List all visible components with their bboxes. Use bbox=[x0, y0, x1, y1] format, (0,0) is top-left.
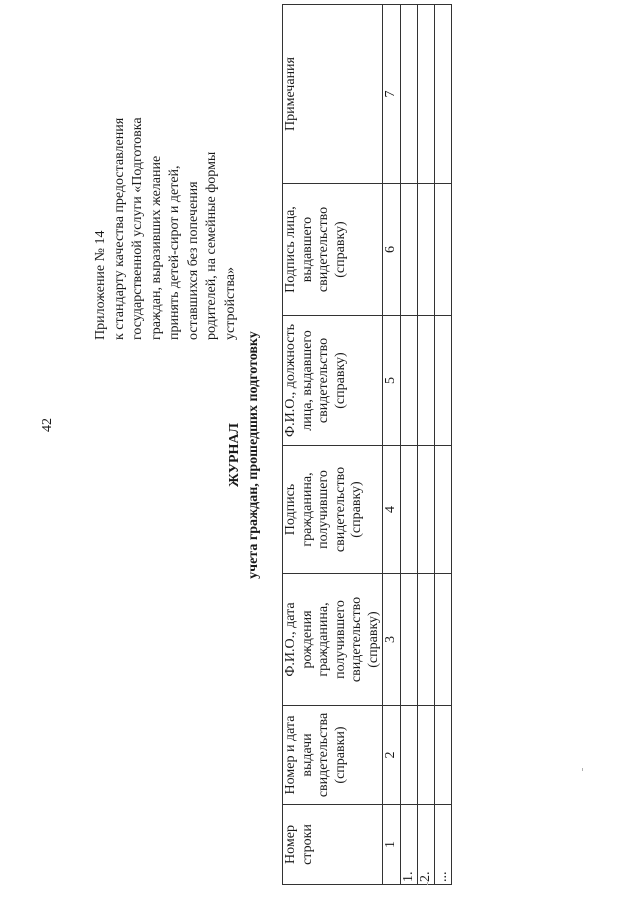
table-cell bbox=[435, 316, 452, 446]
table-cell bbox=[401, 316, 418, 446]
appendix-line: оставшихся без попечения bbox=[185, 181, 201, 340]
appendix-line: граждан, выразивших желание bbox=[148, 155, 164, 340]
header-cell-issuer-signature: Подпись лица, выдавшего свидетельство (справку) bbox=[283, 184, 383, 316]
appendix-line: принять детей-сирот и детей, bbox=[167, 165, 182, 340]
scan-mark bbox=[427, 882, 428, 885]
header-cell-certificate-number: Номер и дата выдачи свидетельства (справки) bbox=[283, 706, 383, 805]
journal-title-subtitle: учета граждан, прошедших подготовку bbox=[246, 331, 261, 579]
row-number-cell: 2. bbox=[418, 805, 435, 885]
journal-title bbox=[225, 145, 263, 765]
table-cell bbox=[435, 574, 452, 706]
table-cell bbox=[418, 184, 435, 316]
table-cell bbox=[435, 5, 452, 184]
column-number: 4 bbox=[383, 446, 401, 574]
column-number: 1 bbox=[383, 805, 401, 885]
rotated-landscape-content bbox=[40, 40, 620, 885]
journal-title-main: ЖУРНАЛ bbox=[227, 423, 242, 487]
scan-mark bbox=[582, 768, 583, 771]
header-cell-row-number: Номер строки bbox=[283, 805, 383, 885]
table-cell bbox=[418, 574, 435, 706]
column-number: 2 bbox=[383, 706, 401, 805]
column-number-row bbox=[383, 5, 401, 885]
table-cell bbox=[435, 446, 452, 574]
appendix-line: родителей, на семейные формы bbox=[204, 151, 219, 340]
row-number-cell: ... bbox=[435, 805, 452, 885]
table-cell bbox=[401, 706, 418, 805]
appendix-line: государственной услуги «Подготовка bbox=[130, 117, 145, 340]
table-row bbox=[401, 5, 418, 885]
column-number: 5 bbox=[383, 316, 401, 446]
column-number: 3 bbox=[383, 574, 401, 706]
table-cell bbox=[418, 316, 435, 446]
appendix-note bbox=[92, 55, 240, 340]
table-cell bbox=[435, 706, 452, 805]
table-cell bbox=[418, 446, 435, 574]
row-number-cell: 1. bbox=[401, 805, 418, 885]
column-number: 6 bbox=[383, 184, 401, 316]
header-cell-issuer-name: Ф.И.О., должность лица, выдавшего свидетельство (справку) bbox=[283, 316, 383, 446]
table-cell bbox=[401, 184, 418, 316]
table-cell bbox=[401, 446, 418, 574]
table-cell bbox=[401, 574, 418, 706]
appendix-line: устройства» bbox=[222, 267, 238, 340]
column-number: 7 bbox=[383, 5, 401, 184]
table-cell bbox=[435, 184, 452, 316]
appendix-line: к стандарту качества предоставления bbox=[111, 117, 127, 340]
header-cell-citizen-signature: Подпись гражданина, получившего свидетельство (справку) bbox=[283, 446, 383, 574]
appendix-line: Приложение № 14 bbox=[93, 230, 108, 340]
table-cell bbox=[418, 5, 435, 184]
journal-table bbox=[282, 4, 452, 885]
table-row bbox=[435, 5, 452, 885]
table-header-row bbox=[283, 5, 383, 885]
table-cell bbox=[401, 5, 418, 184]
page-number: 42 bbox=[40, 418, 55, 432]
table-cell bbox=[418, 706, 435, 805]
header-cell-notes: Примечания bbox=[283, 5, 383, 184]
table-row bbox=[418, 5, 435, 885]
header-cell-citizen-name: Ф.И.О., дата рождения гражданина, получившего свидетельство (справку) bbox=[283, 574, 383, 706]
